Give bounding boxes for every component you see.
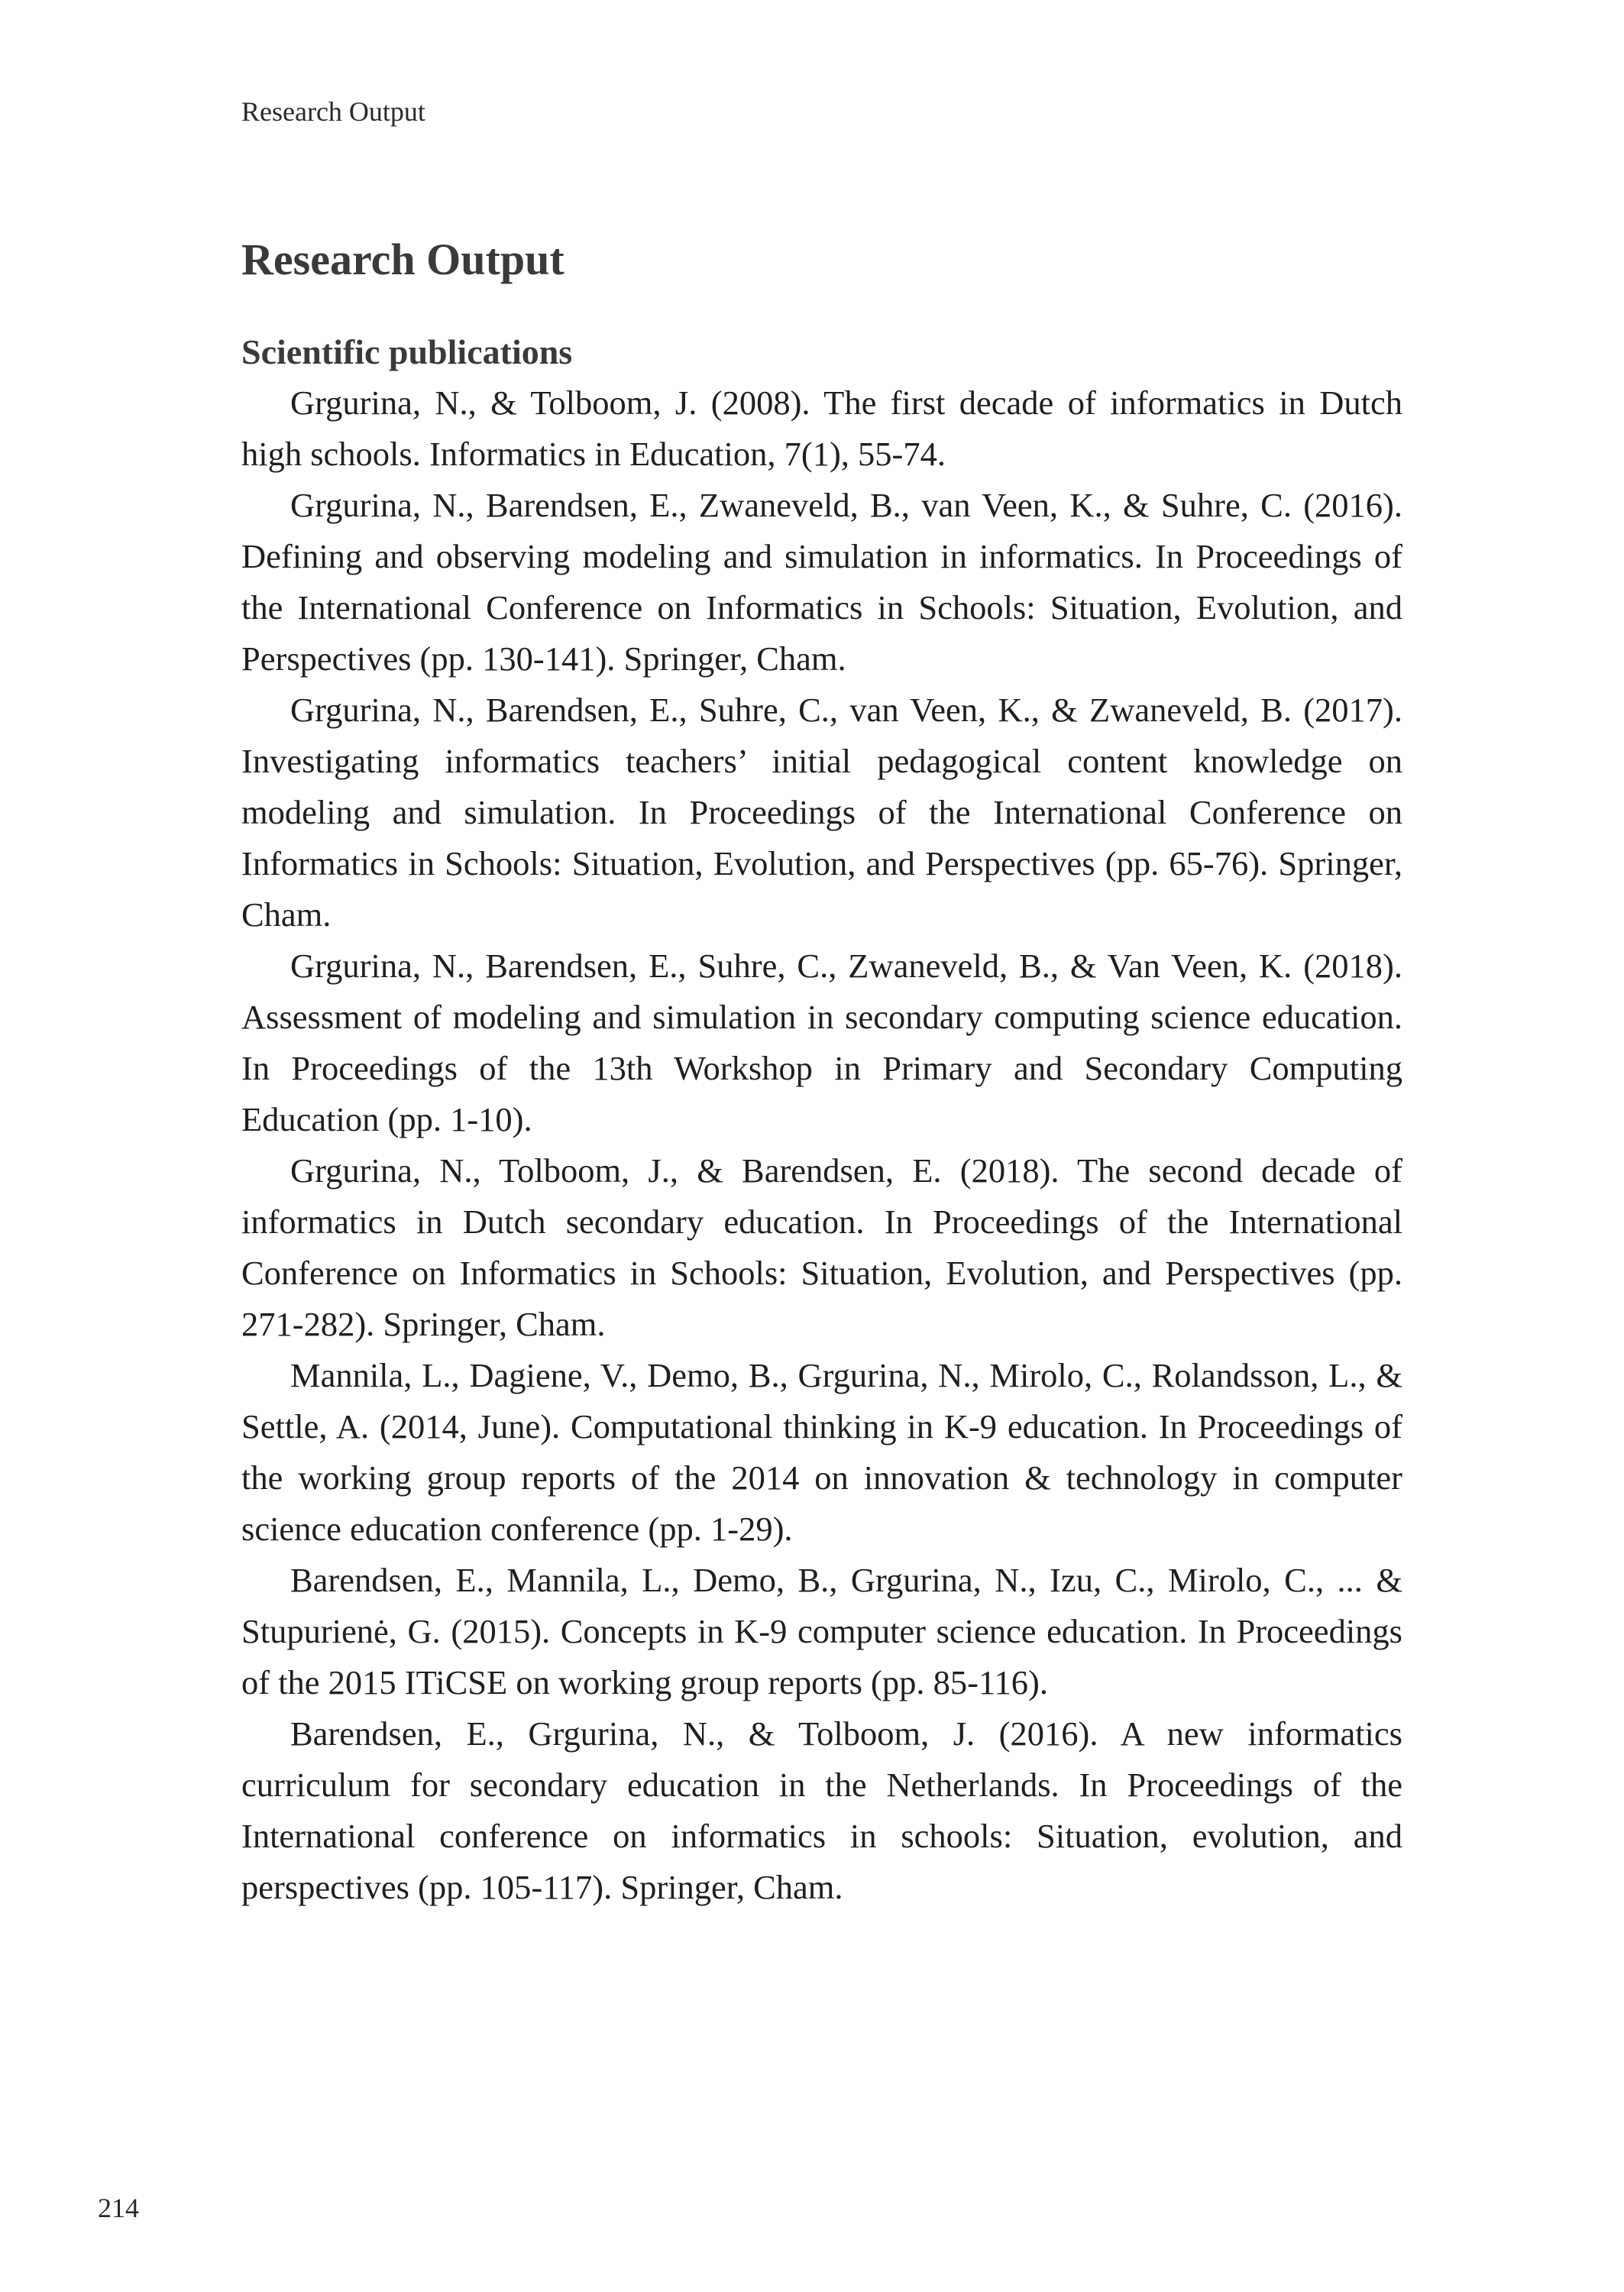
running-header: Research Output	[241, 96, 425, 127]
publication-entry: Grgurina, N., Barendsen, E., Suhre, C., van Veen, K., & Zwaneveld, B. (2017). Investigating informatics teachers’ initial pedagogical content knowledge on modeling and simulation. In Proceedings of the International Conference on Informatics in Schools: Situation, Evolution, and Perspectives (pp. 65-76). Springer, Cham.	[241, 691, 1402, 934]
publication-entry: Grgurina, N., & Tolboom, J. (2008). The first decade of informatics in Dutch high schools. Informatics in Education, 7(1), 55-74.	[241, 384, 1402, 473]
publication-entry: Grgurina, N., Barendsen, E., Zwaneveld, B., van Veen, K., & Suhre, C. (2016). Defining and observing modeling and simulation in informatics. In Proceedings of the International Conference on Informatics in Schools: Situation, Evolution, and Perspectives (pp. 130-141). Springer, Cham.	[241, 486, 1402, 678]
publication-entry: Barendsen, E., Grgurina, N., & Tolboom, J. (2016). A new informatics curriculum for secondary education in the Netherlands. In Proceedings of the International conference on informatics in schools: Situation, evolution, and perspectives (pp. 105-117). Springer, Cham.	[241, 1714, 1402, 1906]
publication-entry: Grgurina, N., Barendsen, E., Suhre, C., Zwaneveld, B., & Van Veen, K. (2018). Assessment of modeling and simulation in secondary computing science education. In Proceedings of the 13th Workshop in Primary and Secondary Computing Education (pp. 1-10).	[241, 947, 1402, 1138]
section-heading: Scientific publications	[241, 332, 573, 371]
publication-list	[241, 377, 1402, 1913]
page-content	[241, 229, 1402, 1913]
publication-entry: Barendsen, E., Mannila, L., Demo, B., Grgurina, N., Izu, C., Mirolo, C., ... & Stupurienė, G. (2015). Concepts in K-9 computer science education. In Proceedings of the 2015 ITiCSE on working group reports (pp. 85-116).	[241, 1561, 1402, 1701]
publication-entry: Mannila, L., Dagiene, V., Demo, B., Grgurina, N., Mirolo, C., Rolandsson, L., & Settle, A. (2014, June). Computational thinking in K-9 education. In Proceedings of the working group reports of the 2014 on innovation & technology in computer science education conference (pp. 1-29).	[241, 1356, 1402, 1548]
page-title: Research Output	[241, 235, 565, 284]
publication-entry: Grgurina, N., Tolboom, J., & Barendsen, E. (2018). The second decade of informatics in Dutch secondary education. In Proceedings of the International Conference on Informatics in Schools: Situation, Evolution, and Perspectives (pp. 271-282). Springer, Cham.	[241, 1151, 1402, 1343]
page-number: 214	[98, 2193, 139, 2223]
